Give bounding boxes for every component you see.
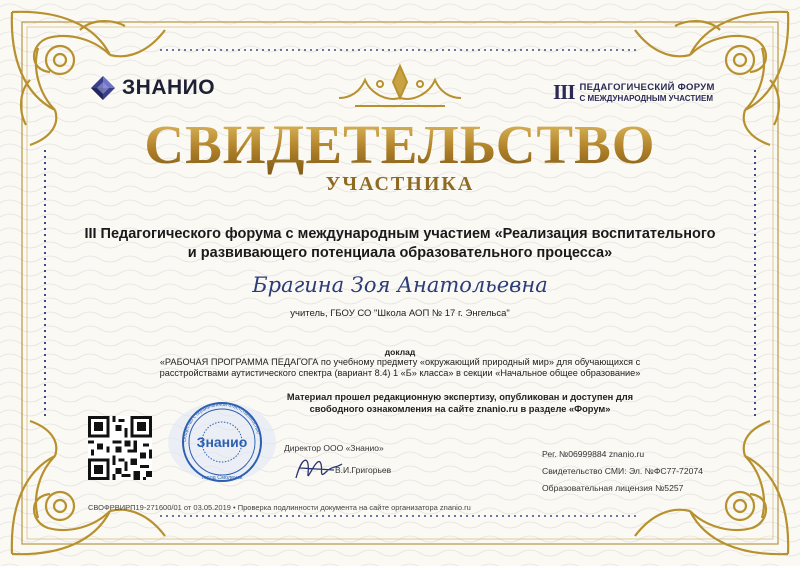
report-text: «РАБОЧАЯ ПРОГРАММА ПЕДАГОГА по учебному предмету «окружающий природный мир» для обучающихся с расстройствами аутистического спектра (вариант 8.4) 1 «Б» класса» в секции «Начальное общее образование» xyxy=(159,357,641,378)
smi-certificate: Свидетельство СМИ: Эл. №ФС77-72074 xyxy=(542,466,703,476)
logo-text: ЗНАНИО xyxy=(122,76,216,99)
director-name: В.И.Григорьев xyxy=(335,465,392,475)
report-heading: доклад xyxy=(384,347,416,357)
material-notice: Материал прошел редакционную экспертизу, опубликован и доступен для свободного ознакомления на сайте znanio.ru в разделе «Форум» xyxy=(286,392,634,414)
znanio-logo xyxy=(90,75,215,101)
stamp-bottom-text: город Смоленск xyxy=(201,475,243,481)
stamp-center-text: Знанио xyxy=(196,434,248,450)
verification-footer: СВОФРВИРП19-271600/01 от 03.05.2019 • Проверка подлинности документа на сайте организатора znanio.ru xyxy=(88,503,471,512)
forum-badge-line2: С МЕЖДУНАРОДНЫМ УЧАСТИЕМ xyxy=(579,93,714,103)
participant-name: Брагина Зоя Анатольевна xyxy=(252,273,548,297)
director-label: Директор ООО «Знанио» xyxy=(284,443,384,453)
certificate-subtitle: УЧАСТНИКА xyxy=(325,173,475,195)
crown-ornament-icon xyxy=(335,62,465,112)
certificate-title xyxy=(0,113,800,176)
company-stamp-icon xyxy=(166,400,278,485)
stamp-ring-text: Общество с ограниченной ответственностью xyxy=(181,401,261,443)
education-license: Образовательная лицензия №5257 xyxy=(542,483,684,493)
certificate-title-text: СВИДЕТЕЛЬСТВО xyxy=(144,114,656,175)
forum-badge-line1: ПЕДАГОГИЧЕСКИЙ ФОРУМ xyxy=(579,81,715,93)
participant-position: учитель, ГБОУ СО "Школа АОП № 17 г. Энгельса" xyxy=(290,308,510,319)
forum-title: III Педагогического форума с международным участием «Реализация воспитательного и развивающего потенциала образовательного процесса» xyxy=(84,226,716,261)
registration-info xyxy=(542,446,703,497)
forum-badge xyxy=(553,80,715,105)
diamond-logo-icon xyxy=(90,75,116,101)
reg-number: Рег. №06999884 znanio.ru xyxy=(542,449,645,459)
forum-numeral: III xyxy=(553,80,575,104)
qr-code-icon[interactable] xyxy=(88,416,152,480)
